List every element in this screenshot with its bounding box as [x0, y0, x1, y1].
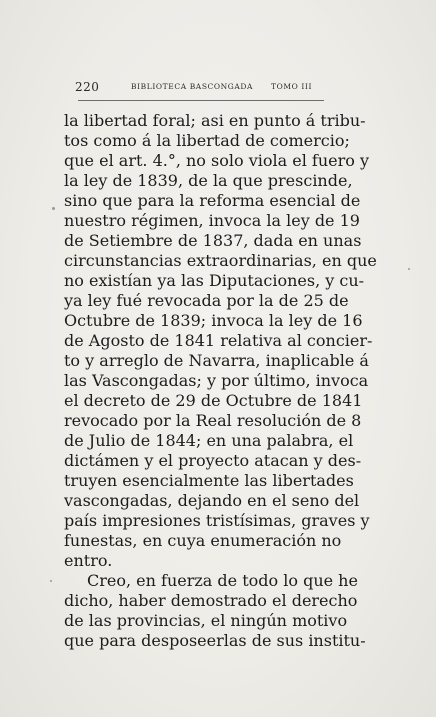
paper-speck — [408, 268, 410, 270]
text-line: revocado por la Real resolución de 8 — [64, 411, 362, 430]
text-line: funestas, en cuya enumeración no — [64, 531, 342, 550]
page-number: 220 — [75, 80, 100, 94]
text-line: circunstancias extraordinarias, en que — [64, 251, 377, 270]
text-line: el decreto de 29 de Octubre de 1841 — [64, 391, 363, 410]
text-line: sino que para la reforma esencial de — [64, 191, 361, 210]
text-line: truyen esencialmente las libertades — [64, 471, 354, 490]
text-line: la libertad foral; asi en punto á tribu- — [64, 111, 366, 130]
text-line: de las provincias, el ningún motivo — [64, 611, 348, 630]
text-line: no existían ya las Diputaciones, y cu- — [64, 271, 365, 290]
text-line: nuestro régimen, invoca la ley de 19 — [64, 211, 360, 230]
text-line: entro. — [64, 551, 113, 570]
running-header — [66, 80, 318, 94]
running-title: BIBLIOTECA BASCONGADA — [131, 82, 254, 91]
text-line: tos como á la libertad de comercio; — [64, 131, 350, 150]
text-line: de Setiembre de 1837, dada en unas — [64, 231, 362, 250]
paper-speck — [50, 580, 52, 582]
paper-speck — [52, 207, 55, 210]
header-rule — [78, 100, 324, 101]
text-line: que el art. 4.°, no solo viola el fuero y — [64, 151, 370, 170]
text-line: la ley de 1839, de la que prescinde, — [64, 171, 353, 190]
text-line: dicho, haber demostrado el derecho — [64, 591, 358, 610]
text-line: país impresiones tristísimas, graves y — [64, 511, 370, 530]
text-line: de Julio de 1844; en una palabra, el — [64, 431, 354, 450]
text-line: de Agosto de 1841 relativa al concier- — [64, 331, 373, 350]
text-line: Octubre de 1839; invoca la ley de 16 — [64, 311, 363, 330]
text-line: Creo, en fuerza de todo lo que he — [87, 571, 358, 590]
text-line: las Vascongadas; y por último, invoca — [64, 371, 369, 390]
text-line: que para desposeerlas de sus institu- — [64, 631, 366, 650]
text-line: ya ley fué revocada por la de 25 de — [64, 291, 349, 310]
text-line: vascongadas, dejando en el seno del — [64, 491, 360, 510]
text-line: dictámen y el proyecto atacan y des- — [64, 451, 362, 470]
text-line: to y arreglo de Navarra, inaplicable á — [64, 351, 369, 370]
volume-label: TOMO III — [271, 82, 313, 91]
